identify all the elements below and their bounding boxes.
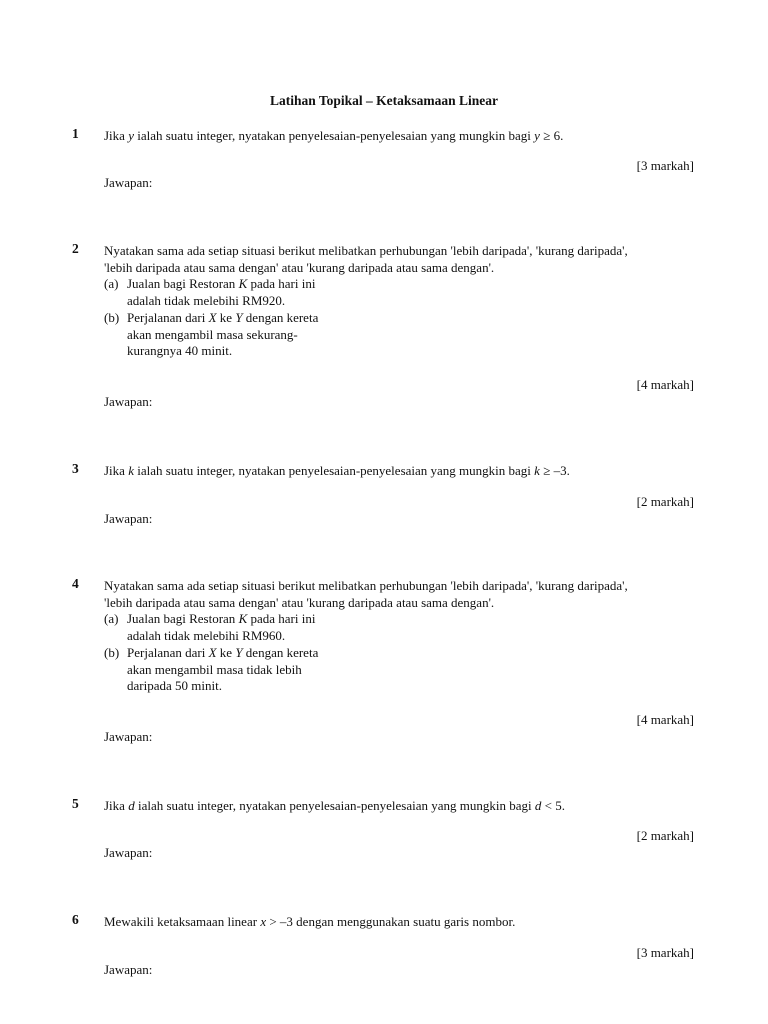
question-2-part-b: (b) Perjalanan dari X ke Y dengan kereta akan mengambil masa sekurang- kurangnya 40 minit. (104, 310, 319, 358)
question-6-text: Mewakili ketaksamaan linear x > –3 dengan menggunakan suatu garis nombor. (104, 914, 516, 929)
page-title: Latihan Topikal – Ketaksamaan Linear (269, 93, 499, 108)
question-2-part-a: (a) Jualan bagi Restoran K pada hari ini adalah tidak melebihi RM920. (104, 276, 316, 308)
variable-d: d (128, 798, 135, 813)
question-1-text: Jika y ialah suatu integer, nyatakan penyelesaian-penyelesaian yang mungkin bagi y ≥ 6. (104, 128, 564, 143)
question-6-number: 6 (72, 912, 79, 927)
question-5-marks: [2 markah] (636, 828, 694, 843)
question-2-marks: [4 markah] (636, 377, 694, 392)
variable-y: y (534, 128, 540, 143)
variable-k: k (534, 463, 540, 478)
question-4-number: 4 (72, 576, 79, 591)
question-4-part-b: (b) Perjalanan dari X ke Y dengan kereta akan mengambil masa tidak lebih daripada 50 minit. (104, 645, 319, 693)
question-3-answer-label: Jawapan: (104, 511, 153, 526)
question-1-marks: [3 markah] (636, 158, 694, 173)
variable-x: x (260, 914, 267, 929)
question-6-marks: [3 markah] (636, 945, 694, 960)
question-1-answer-label: Jawapan: (104, 175, 153, 190)
variable-y: y (128, 128, 134, 143)
variable-k: k (128, 463, 134, 478)
question-2-answer-label: Jawapan: (104, 394, 153, 409)
question-2-number: 2 (72, 241, 79, 256)
question-3-marks: [2 markah] (636, 494, 694, 509)
question-3-text: Jika k ialah suatu integer, nyatakan penyelesaian-penyelesaian yang mungkin bagi k ≥ –3. (104, 463, 570, 478)
question-4-text: Nyatakan sama ada setiap situasi berikut melibatkan perhubungan 'lebih daripada', 'kurang daripada', 'lebih daripada atau sama dengan' atau 'kurang daripada atau sama dengan'. (104, 578, 628, 610)
question-5-number: 5 (72, 796, 79, 811)
question-5-answer-label: Jawapan: (104, 845, 153, 860)
variable-d: d (534, 798, 542, 813)
question-3-number: 3 (72, 461, 79, 476)
question-1-number: 1 (72, 126, 79, 141)
question-4-part-a: (a) Jualan bagi Restoran K pada hari ini adalah tidak melebihi RM960. (104, 611, 316, 643)
question-2-text: Nyatakan sama ada setiap situasi berikut melibatkan perhubungan 'lebih daripada', 'kurang daripada', 'lebih daripada atau sama dengan' atau 'kurang daripada atau sama dengan'. (104, 243, 628, 275)
question-4-answer-label: Jawapan: (104, 729, 153, 744)
question-5-text: Jika d ialah suatu integer, nyatakan penyelesaian-penyelesaian yang mungkin bagi d < 5. (104, 798, 565, 813)
question-4-marks: [4 markah] (636, 712, 694, 727)
question-6-answer-label: Jawapan: (104, 962, 153, 977)
